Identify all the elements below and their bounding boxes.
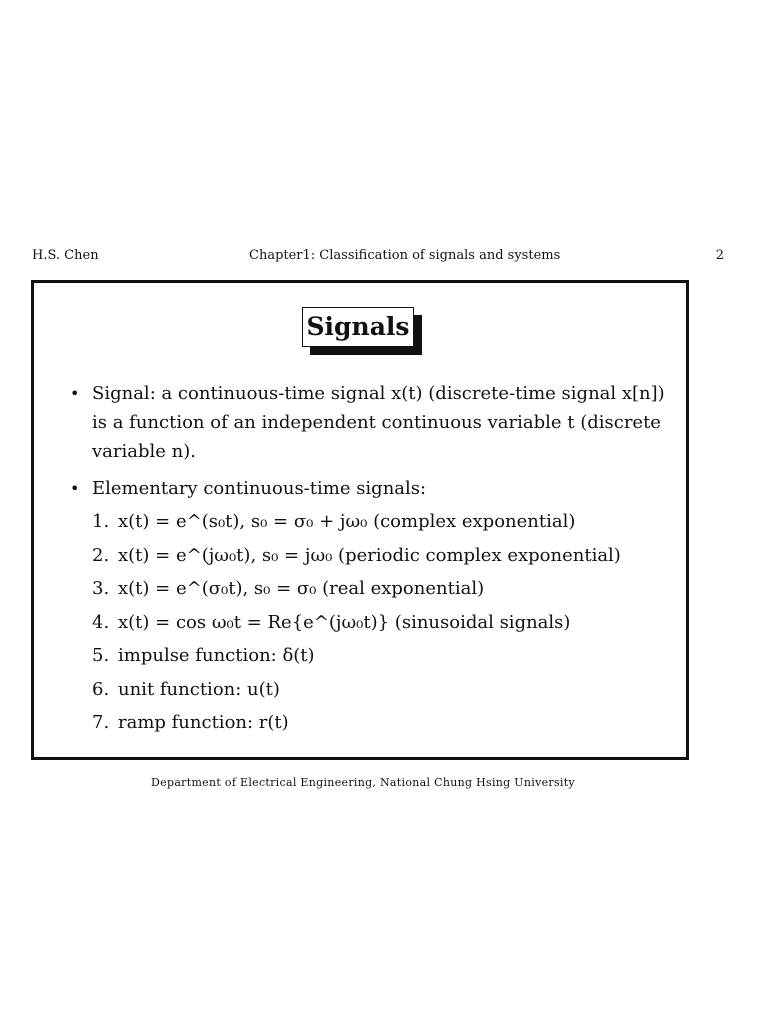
list-item	[92, 706, 668, 740]
slide-frame	[31, 280, 689, 760]
list-item	[92, 572, 668, 606]
bullet-marker: •	[70, 384, 80, 403]
list-item	[92, 505, 668, 539]
bullet-text: Elementary continuous-time signals:	[92, 478, 427, 499]
list-item-text: x(t) = e^(σ₀t), s₀ = σ₀ (real exponential)	[118, 578, 485, 599]
list-item-text: x(t) = e^(s₀t), s₀ = σ₀ + jω₀ (complex exponential)	[118, 511, 576, 532]
list-item-text: impulse function: δ(t)	[118, 645, 315, 666]
list-item-text: ramp function: r(t)	[118, 712, 289, 733]
page-header	[32, 248, 728, 266]
list-item	[92, 539, 668, 573]
list-item-number: 3.	[92, 578, 110, 599]
list-item-number: 7.	[92, 712, 110, 733]
list-item	[92, 606, 668, 640]
page-footer: Department of Electrical Engineering, National Chung Hsing University	[151, 776, 575, 789]
list-item-text: x(t) = cos ω₀t = Re{e^(jω₀t)} (sinusoidal signals)	[118, 611, 571, 633]
bullet-signal-definition	[68, 379, 668, 466]
slide-title: Signals	[302, 307, 414, 347]
elementary-signals-list	[92, 505, 668, 740]
list-item-number: 4.	[92, 611, 110, 633]
header-chapter-title: Chapter1: Classification of signals and systems	[249, 248, 561, 263]
list-item-number: 1.	[92, 511, 110, 532]
bullet-text: Signal: a continuous-time signal x(t) (discrete-time signal x[n]) is a function of an independent continuous variable t (discrete variable n).	[92, 383, 665, 462]
list-item-text: unit function: u(t)	[118, 678, 280, 700]
list-item	[92, 639, 668, 673]
bullet-marker: •	[70, 479, 80, 498]
header-page-number: 2	[715, 248, 724, 263]
bullet-elementary-signals	[68, 474, 668, 740]
list-item-text: x(t) = e^(jω₀t), s₀ = jω₀ (periodic complex exponential)	[118, 544, 621, 566]
slide-title-box	[302, 307, 414, 347]
list-item-number: 6.	[92, 678, 110, 700]
header-author: H.S. Chen	[32, 248, 99, 263]
slide-content	[68, 379, 668, 748]
list-item	[92, 673, 668, 707]
list-item-number: 5.	[92, 645, 110, 666]
list-item-number: 2.	[92, 544, 110, 566]
